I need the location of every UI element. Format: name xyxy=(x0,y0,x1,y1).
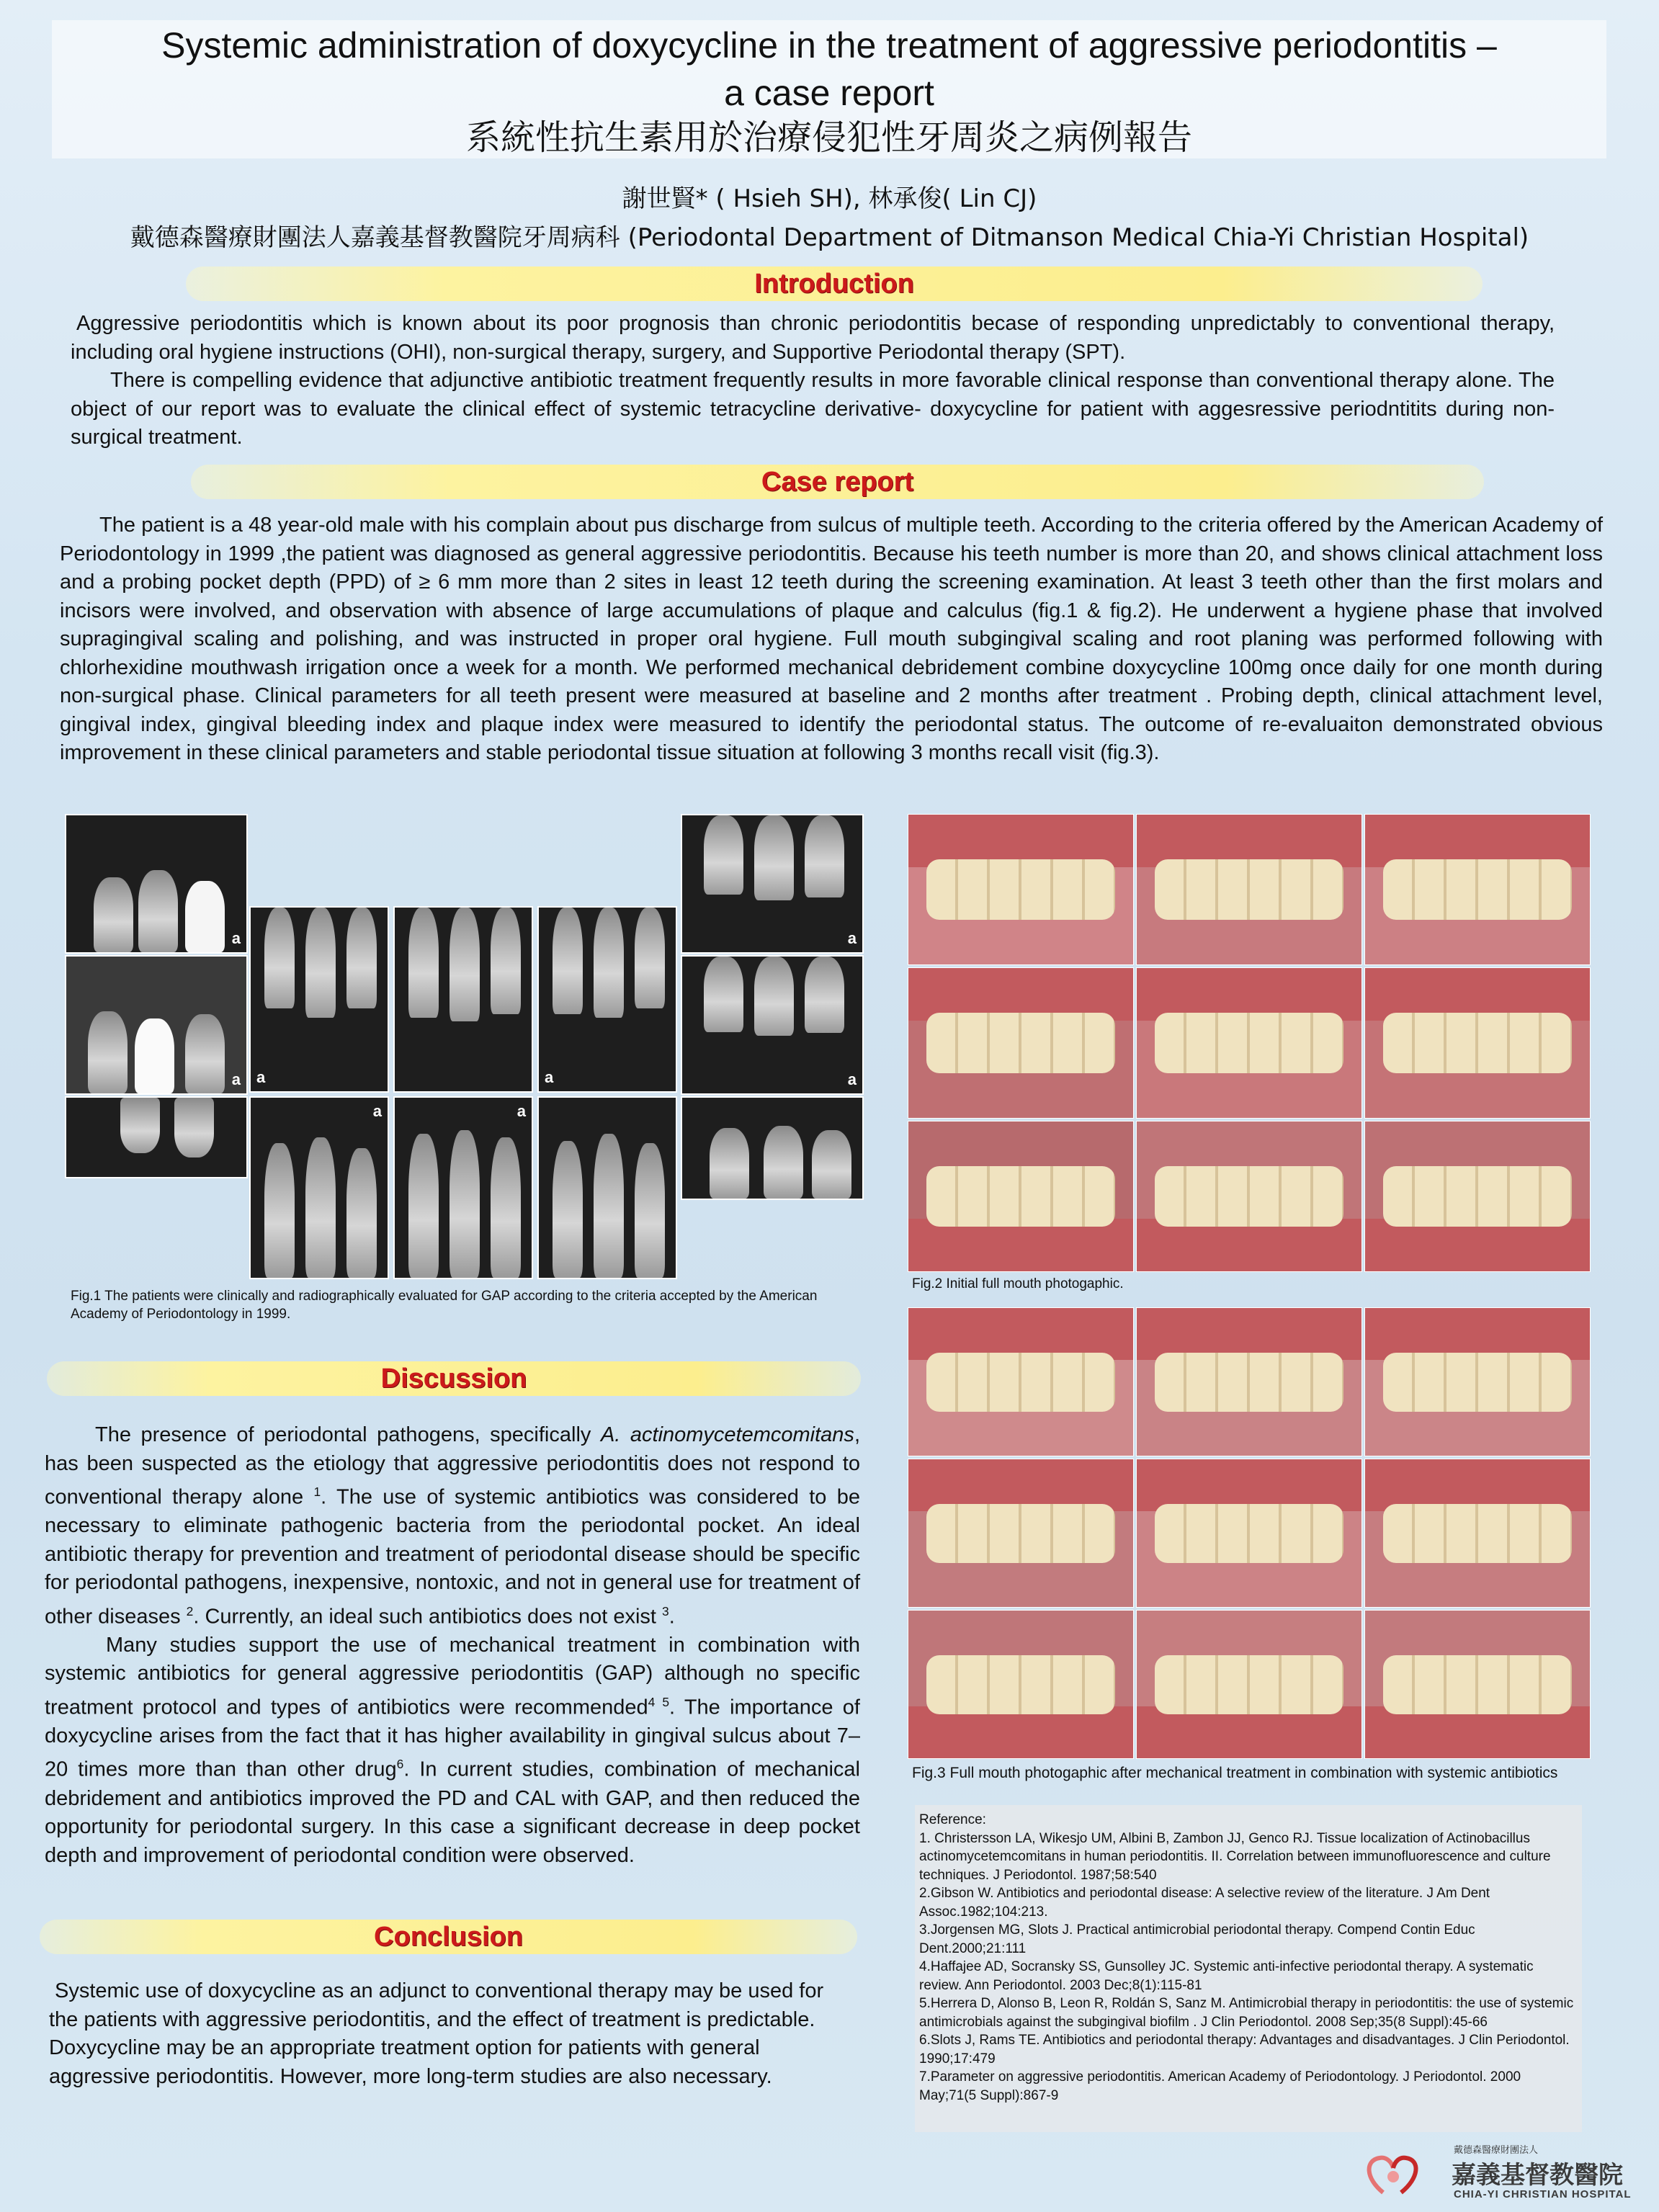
fig2-caption: Fig.2 Initial full mouth photogaphic. xyxy=(912,1276,1124,1291)
references xyxy=(915,1805,1582,2110)
references-heading: Reference: xyxy=(919,1812,986,1827)
xray-label: a xyxy=(231,929,241,947)
xray-image xyxy=(681,814,864,954)
discussion-heading: Discussion xyxy=(47,1361,861,1396)
reference-item: 3.Jorgensen MG, Slots J. Practical antimicrobial periodontal therapy. Compend Contin Educ Dent.2000;21:111 xyxy=(919,1922,1475,1956)
case-report-text xyxy=(60,511,1603,768)
intraoral-photo xyxy=(908,814,1134,965)
logo-english-name: CHIA-YI CHRISTIAN HOSPITAL xyxy=(1454,2188,1632,2200)
introduction-p2: There is compelling evidence that adjunctive antibiotic treatment frequently results in more favorable clinical response than conventional therapy alone. The object of our report was to evaluate the clinical effect of systemic tetracycline derivative- doxycycline for patient with aggesressive periodntitits during non-surgical treatment. xyxy=(71,369,1555,449)
intraoral-photo xyxy=(1136,1307,1362,1456)
xray-label: a xyxy=(256,1068,266,1086)
intraoral-photo xyxy=(1364,967,1591,1119)
reference-item: 4.Haffajee AD, Socransky SS, Gunsolley JC. Systemic anti-infective periodontal therapy. A systematic review. Ann Periodontol. 2003 Dec;8(1):115-81 xyxy=(919,1959,1534,1993)
conclusion-text xyxy=(49,1977,856,2091)
logo-chinese-name: 嘉義基督教醫院 xyxy=(1452,2161,1623,2190)
xray-label: a xyxy=(847,1070,857,1088)
case-report-p: The patient is a 48 year-old male with his complain about pus discharge from sulcus of multiple teeth. According to the criteria offered by the American Academy of Periodontology in 1999 ,the patient was diagnosed as general aggressive periodontitis. Because his teeth number is more than 20, and shows clinical attachment loss and a probing pocket depth (PPD) of ≥ 6 mm more than 2 sites in least 12 teeth during the screening examination. At least 3 teeth other than the first molars and incisors were involved, and observation with absence of large accumulations of plaque and calculus (fig.1 & fig.2). He underwent a hygiene phase that involved supragingival scaling and polishing, and was instructed in proper oral hygiene. Full mouth subgingival scaling and root planing was performed following with chlorhexidine mouthwash irrigation once a week for a month. We performed mechanical debridement combine doxycycline 100mg once daily for one month during non-surgical phase. Clinical parameters for all teeth present were measured at baseline and 2 months after treatment . Probing depth, clinical attachment level, gingival index, gingival bleeding index and plaque index were measured to identify the periodontal status. The outcome of re-evaluaiton demonstrated obvious improvement in these clinical parameters and stable periodontal tissue situation at following 3 months recall visit (fig.3). xyxy=(60,514,1603,764)
xray-image xyxy=(65,814,248,954)
hospital-logo xyxy=(1361,2142,1650,2207)
xray-image xyxy=(681,1096,864,1200)
discussion-p2: Many studies support the use of mechanical treatment in combination with systemic antibiotics for general aggressive periodontitis (GAP) although no specific treatment protocol and types of antibiotics were recommended$^{4 5}$. The importance of doxycycline arises from the fact that it has higher availability in gingival sulcus about 7–20 times more than than other drug$^6$. In current studies, combination of mechanical debridement and antibiotics improved the PD and CAL with GAP, and then reduced the opportunity for periodontal surgery. In this case a significant decrease in deep pocket depth and improvement of periodontal condition were observed. xyxy=(45,1633,860,1867)
intraoral-photo xyxy=(1364,1307,1591,1456)
xray-image xyxy=(537,1096,677,1279)
title-box xyxy=(52,20,1606,158)
intraoral-photo xyxy=(1136,1121,1362,1272)
discussion-text xyxy=(45,1421,860,1870)
intraoral-photo xyxy=(908,1610,1134,1759)
xray-label: a xyxy=(231,1070,241,1088)
xray-label: a xyxy=(545,1068,554,1086)
intraoral-photo xyxy=(908,1459,1134,1608)
fig2-photo-grid xyxy=(908,814,1589,1271)
fig1-radiographs xyxy=(65,814,863,1275)
xray-label: a xyxy=(372,1102,382,1120)
intraoral-photo xyxy=(1364,1459,1591,1608)
conclusion-heading: Conclusion xyxy=(40,1920,857,1954)
title-zh: 系統性抗生素用於治療侵犯性牙周炎之病例報告 xyxy=(465,117,1192,158)
logo-top-text: 戴德森醫療財團法人 xyxy=(1454,2145,1539,2156)
reference-item: 2.Gibson W. Antibiotics and periodontal disease: A selective review of the literature. J Am Dent Assoc.1982;104:213. xyxy=(919,1886,1490,1920)
title-en-line1: Systemic administration of doxycycline in the treatment of aggressive periodontitis – xyxy=(161,25,1497,66)
reference-item: 6.Slots J, Rams TE. Antibiotics and periodontal therapy: Advantages and disadvantages. J Clin Periodontol. 1990;17:479 xyxy=(919,2033,1570,2067)
xray-image xyxy=(393,1096,533,1279)
case-report-heading: Case report xyxy=(191,465,1484,499)
intraoral-photo xyxy=(1364,1610,1591,1759)
xray-label: a xyxy=(517,1102,526,1120)
xray-image xyxy=(681,955,864,1095)
xray-image xyxy=(65,1096,248,1178)
intraoral-photo xyxy=(908,967,1134,1119)
intraoral-photo xyxy=(1364,1121,1591,1272)
introduction-text xyxy=(71,310,1555,452)
heart-logo-icon xyxy=(1361,2149,1448,2200)
xray-image xyxy=(65,955,248,1095)
fig3-caption: Fig.3 Full mouth photogaphic after mechanical treatment in combination with systemic antibiotics xyxy=(912,1765,1558,1781)
xray-image xyxy=(393,906,533,1093)
fig1-caption: Fig.1 The patients were clinically and radiographically evaluated for GAP according to the criteria accepted by the American Academy of Periodontology in 1999. xyxy=(71,1289,818,1322)
intraoral-photo xyxy=(1136,1459,1362,1608)
title-en-line2: a case report xyxy=(724,73,934,113)
intraoral-photo xyxy=(1136,967,1362,1119)
intraoral-photo xyxy=(1136,1610,1362,1759)
introduction-heading: Introduction xyxy=(186,267,1483,301)
intraoral-photo xyxy=(1364,814,1591,965)
conclusion-p: Systemic use of doxycycline as an adjunct to conventional therapy may be used for the patients with aggressive periodontitis, and the effect of treatment is predictable. Doxycycline may be an appropriate treatment option for patients with general aggressive periodontitis. However, more long-term studies are also necessary. xyxy=(49,1979,824,2088)
intraoral-photo xyxy=(908,1121,1134,1272)
affiliation: 戴德森醫療財團法人嘉義基督教醫院牙周病科 (Periodontal Department of Ditmanson Medical Chia-Yi Christian Hospital) xyxy=(130,223,1529,252)
xray-label: a xyxy=(847,929,857,947)
reference-item: 1. Christersson LA, Wikesjo UM, Albini B, Zambon JJ, Genco RJ. Tissue localization of Actinobacillus actinomycetemcomitans in human periodontitis. II. Correlation between immunofluorescence and culture techniques. J Periodontol. 1987;58:540 xyxy=(919,1830,1551,1883)
fig3-photo-grid xyxy=(908,1307,1589,1757)
reference-item: 7.Parameter on aggressive periodontitis. American Academy of Periodontology. J Periodontol. 2000 May;71(5 Suppl):867-9 xyxy=(919,2069,1521,2103)
intraoral-photo xyxy=(1136,814,1362,965)
xray-image xyxy=(249,1096,389,1279)
xray-image xyxy=(537,906,677,1093)
xray-image xyxy=(249,906,389,1093)
introduction-p1: Aggressive periodontitis which is known about its poor prognosis than chronic periodontitis becase of responding unpredictably to conventional therapy, including oral hygiene instructions (OHI), non-surgical therapy, surgery, and Supportive Periodontal therapy (SPT). xyxy=(71,312,1555,364)
reference-item: 5.Herrera D, Alonso B, Leon R, Roldán S, Sanz M. Antimicrobial therapy in periodontitis: the use of systemic antimicrobials against the subgingival biofilm . J Clin Periodontol. 2008 Sep;35(8 Suppl):45-66 xyxy=(919,1996,1574,2030)
authors: 謝世賢* ( Hsieh SH), 林承俊( Lin CJ) xyxy=(622,184,1037,213)
discussion-p1: The presence of periodontal pathogens, specifically A. actinomycetemcomitans, has been suspected as the etiology that aggressive periodontitis does not respond to conventional therapy alone $^1$. The use of systemic antibiotics was considered to be necessary to eliminate pathogenic bacteria from the periodontal pocket. An ideal antibiotic therapy for prevention and treatment of periodontal disease should be specific for periodontal pathogens, inexpensive, nontoxic, and not in general use for treatment of other diseases $^2$. Currently, an ideal such antibiotics does not exist $^3$. xyxy=(45,1423,861,1629)
references-box xyxy=(915,1805,1582,2132)
intraoral-photo xyxy=(908,1307,1134,1456)
